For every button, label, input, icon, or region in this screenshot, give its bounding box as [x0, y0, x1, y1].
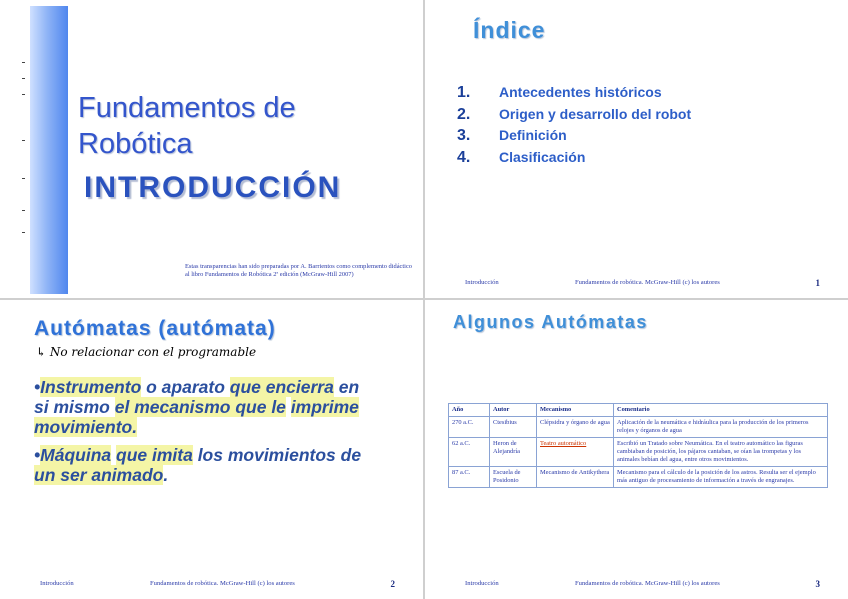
table-row: 87 a.C. Escuela de Posidonio Mecanismo de Antikythera Mecanismo para el cálculo de la posición de los astros. Resulta ser el ejemplo más antiguo de procesamiento de información a través de engranajes.: [449, 467, 828, 488]
footer-section: Introducción: [465, 279, 499, 286]
index-item[interactable]: 1. Antecedentes históricos: [457, 84, 662, 101]
slide-footer: [0, 580, 423, 590]
slide-index[interactable]: [425, 0, 848, 298]
index-item[interactable]: 2. Origen y desarrollo del robot: [457, 105, 692, 123]
index-list: [457, 82, 691, 168]
footer-copyright: Fundamentos de robótica. McGraw-Hill (c) los autores: [575, 580, 720, 587]
highlight: un ser animado: [34, 465, 164, 485]
automatas-table: [448, 403, 828, 488]
teatro-automatico-link[interactable]: Teatro automático: [540, 440, 587, 447]
table-row: 270 a.C. Ctesibius Clépsidra y órgano de agua Aplicación de la neumática e hidráulica para la producción de los primeros relojes y órganos de agua: [449, 417, 828, 438]
footer-section: Introducción: [40, 580, 74, 587]
page-number: 2: [390, 579, 395, 589]
bullet-maquina: •Máquina que imita los movimientos de un ser animado.: [34, 445, 362, 485]
header-comment: Comentario: [614, 404, 828, 417]
highlight: Máquina: [40, 445, 112, 465]
index-item[interactable]: 3. Definición: [457, 127, 567, 144]
highlight: imprime movimiento.: [34, 397, 359, 437]
index-title: Índice: [473, 17, 546, 43]
highlight: el mecanismo que le: [114, 397, 286, 417]
automatas-title: Autómatas (autómata): [34, 317, 276, 340]
highlight: Instrumento: [40, 377, 142, 397]
slide-algunos-automatas[interactable]: [425, 300, 848, 599]
presentation-subtitle: INTRODUCCIÓN: [84, 171, 342, 204]
slide-footer: [425, 279, 848, 289]
footer-section: Introducción: [465, 580, 499, 587]
page-number: 1: [815, 278, 820, 288]
handwritten-note: ↳ No relacionar con el programable: [36, 345, 257, 359]
highlight: que encierra: [229, 377, 334, 397]
slide-title[interactable]: [0, 0, 423, 298]
footer-copyright: Fundamentos de robótica. McGraw-Hill (c) los autores: [150, 580, 295, 587]
footer-copyright: Fundamentos de robótica. McGraw-Hill (c) los autores: [575, 279, 720, 286]
page-number: 3: [815, 579, 820, 589]
credits-note: Estas transparencias han sido preparadas por A. Barrientos como complemento didáctico al libro Fundamentos de Robótica 2ª edición (McGraw-Hill 2007): [185, 263, 412, 278]
bullet-instrumento: •Instrumento o aparato que encierra en si mismo el mecanismo que le imprime movimiento.: [34, 377, 360, 437]
header-mechanism: Mecanismo: [537, 404, 614, 417]
index-item[interactable]: 4. Clasificación: [457, 148, 586, 166]
slide-footer: [425, 580, 848, 590]
table-row: 62 a.C. Heron de Alejandría Teatro automático Escribió un Tratado sobre Neumática. En el teatro automático las figuras cambiaban de posición, los pájaros cantaban, se oían las trompetas y los animales bebían del agua, entre otros movimientos.: [449, 438, 828, 467]
slide-automatas-definition[interactable]: [0, 300, 423, 599]
algunos-automatas-title: Algunos Autómatas: [453, 312, 648, 332]
header-year: Año: [449, 404, 490, 417]
header-author: Autor: [490, 404, 537, 417]
presentation-title: Fundamentos de Robótica: [78, 92, 296, 160]
highlight: que imita: [116, 445, 193, 465]
table-header-row: [449, 404, 828, 417]
gradient-sidebar: [30, 6, 68, 294]
